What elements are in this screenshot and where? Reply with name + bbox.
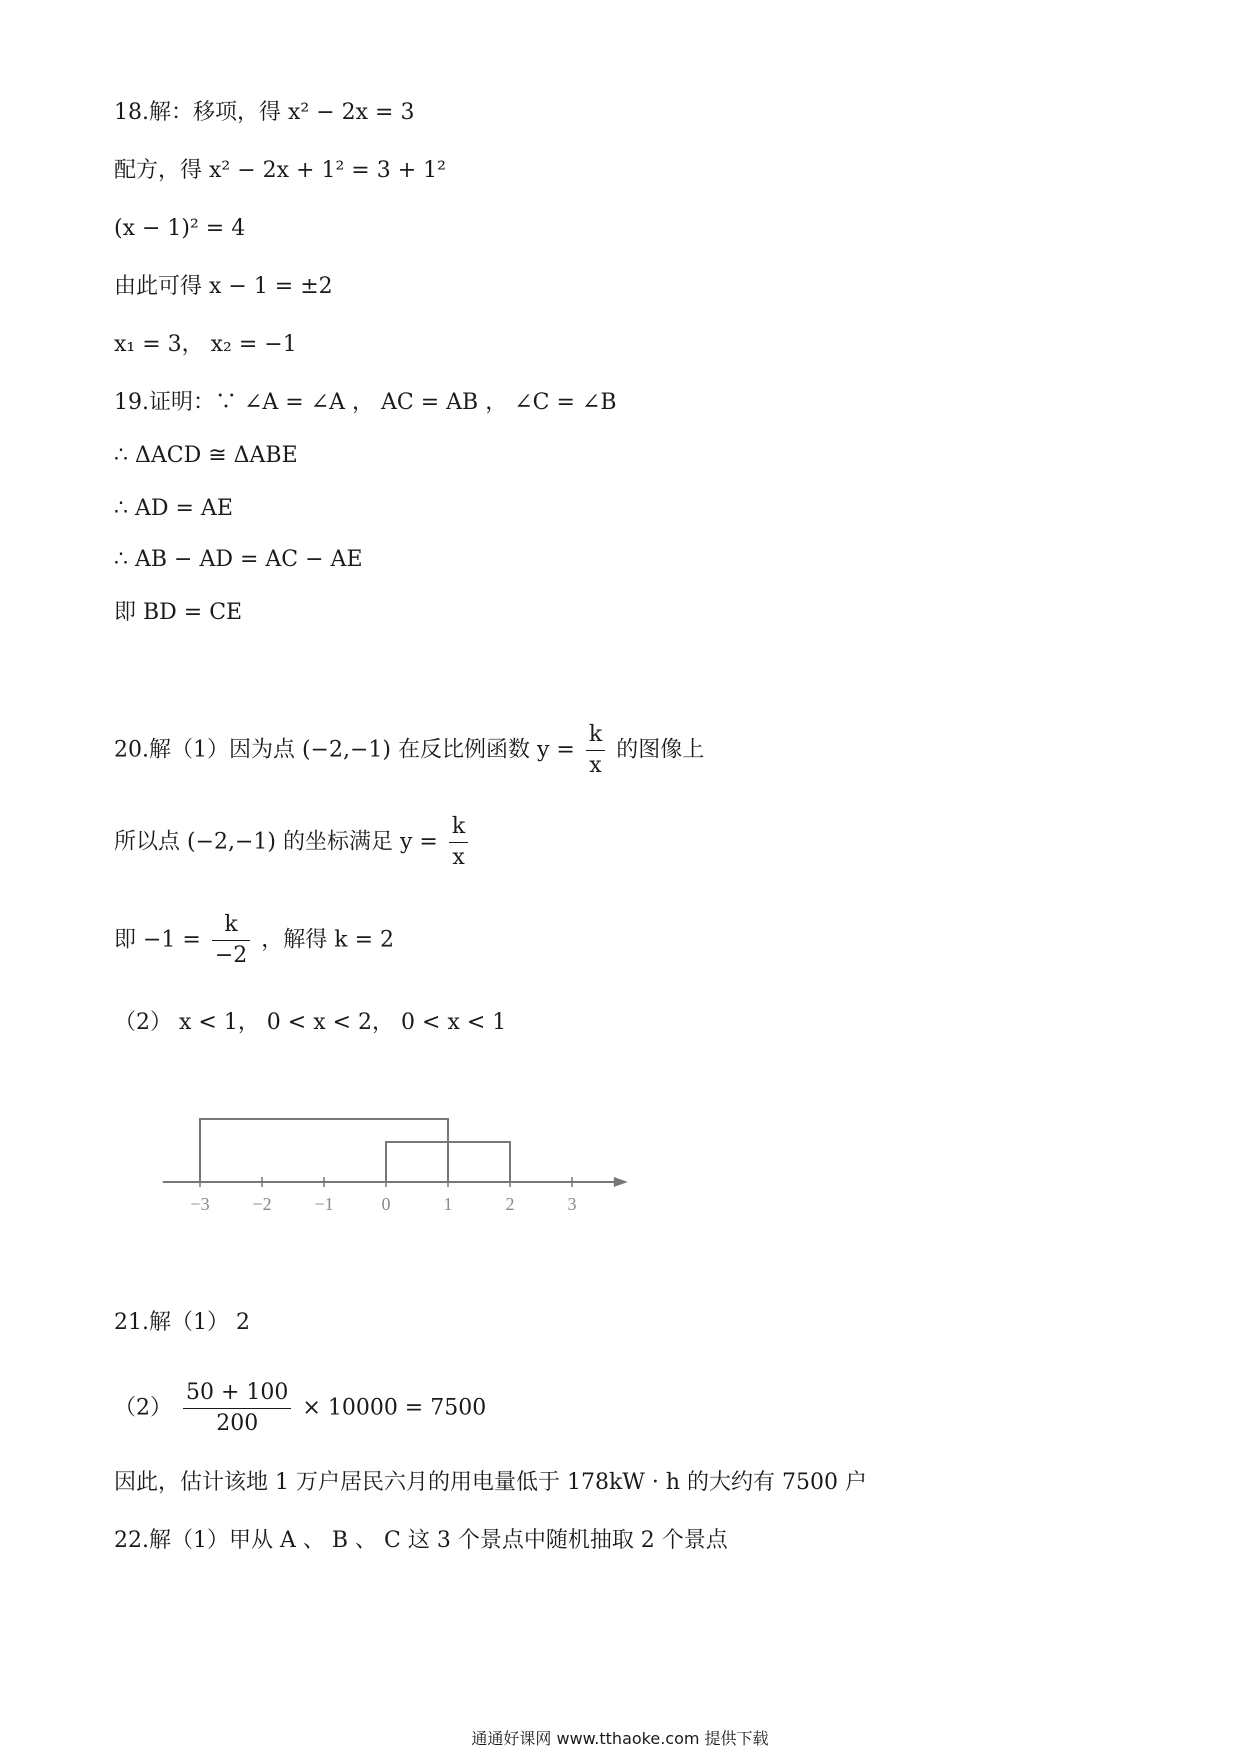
q19-line-2: ∴ ΔACD ≅ ΔABE (114, 443, 298, 468)
solution-interval-bracket (200, 1119, 448, 1182)
q19-line-4: ∴ AB − AD = AC − AE (114, 547, 363, 572)
q20-line-4: （2） x < 1， 0 < x < 2， 0 < x < 1 (114, 1010, 507, 1035)
fraction-k-over-x-2: $\frac{k}{x}$ (449, 812, 468, 873)
number-line-tick-label: 1 (443, 1194, 453, 1214)
q18-line-3: (x − 1)² = 4 (114, 216, 246, 241)
q19-line-3: ∴ AD = AE (114, 496, 233, 521)
fraction-k-over-neg2: $\frac{k}{-2}$ (212, 910, 250, 971)
fraction-k-over-x: $\frac{k}{x}$ (586, 720, 605, 781)
q18-line-2: 配方，得 x² − 2x + 1² = 3 + 1² (114, 158, 446, 183)
q21-line-3: 因此，估计该地 1 万户居民六月的用电量低于 178kW · h 的大约有 7500 户 (114, 1470, 868, 1495)
fraction-150-over-200: $\frac{50 + 100}{200}$ (183, 1378, 291, 1439)
number-line-tick-label: −1 (314, 1194, 334, 1214)
q20-line-1: 20.解（1）因为点 (−2,−1) 在反比例函数 y = $\frac{k}{x}$ 的图像上 (114, 720, 704, 781)
number-line-tick-label: −2 (252, 1194, 272, 1214)
q20-line-2: 所以点 (−2,−1) 的坐标满足 y = $\frac{k}{x}$ (114, 812, 472, 873)
number-line-arrow (614, 1177, 628, 1187)
page-footer: 通通好课网 www.tthaoke.com 提供下载 (471, 1729, 769, 1748)
q18-line-4: 由此可得 x − 1 = ±2 (114, 274, 333, 299)
q20-line-3: 即 −1 = $\frac{k}{-2}$ ，解得 k = 2 (114, 910, 394, 971)
number-line-tick-label: 3 (567, 1194, 577, 1214)
q21-line-2: （2） $\frac{50 + 100}{200}$ × 10000 = 7500 (114, 1378, 486, 1439)
q19-line-1: 19.证明：∵ ∠A = ∠A ， AC = AB ， ∠C = ∠B (114, 390, 617, 415)
q18-line-5: x₁ = 3， x₂ = −1 (114, 332, 297, 357)
q21-line-1: 21.解（1） 2 (114, 1310, 250, 1335)
number-line-tick-label: 0 (381, 1194, 391, 1214)
q22-line-1: 22.解（1）甲从 A 、 B 、 C 这 3 个景点中随机抽取 2 个景点 (114, 1528, 728, 1553)
number-line-tick-label: −3 (190, 1194, 210, 1214)
q18-line-1: 18.解：移项，得 x² − 2x = 3 (114, 100, 415, 125)
number-line-tick-label: 2 (505, 1194, 515, 1214)
number-line-figure (130, 1100, 650, 1220)
q19-line-5: 即 BD = CE (114, 600, 243, 625)
